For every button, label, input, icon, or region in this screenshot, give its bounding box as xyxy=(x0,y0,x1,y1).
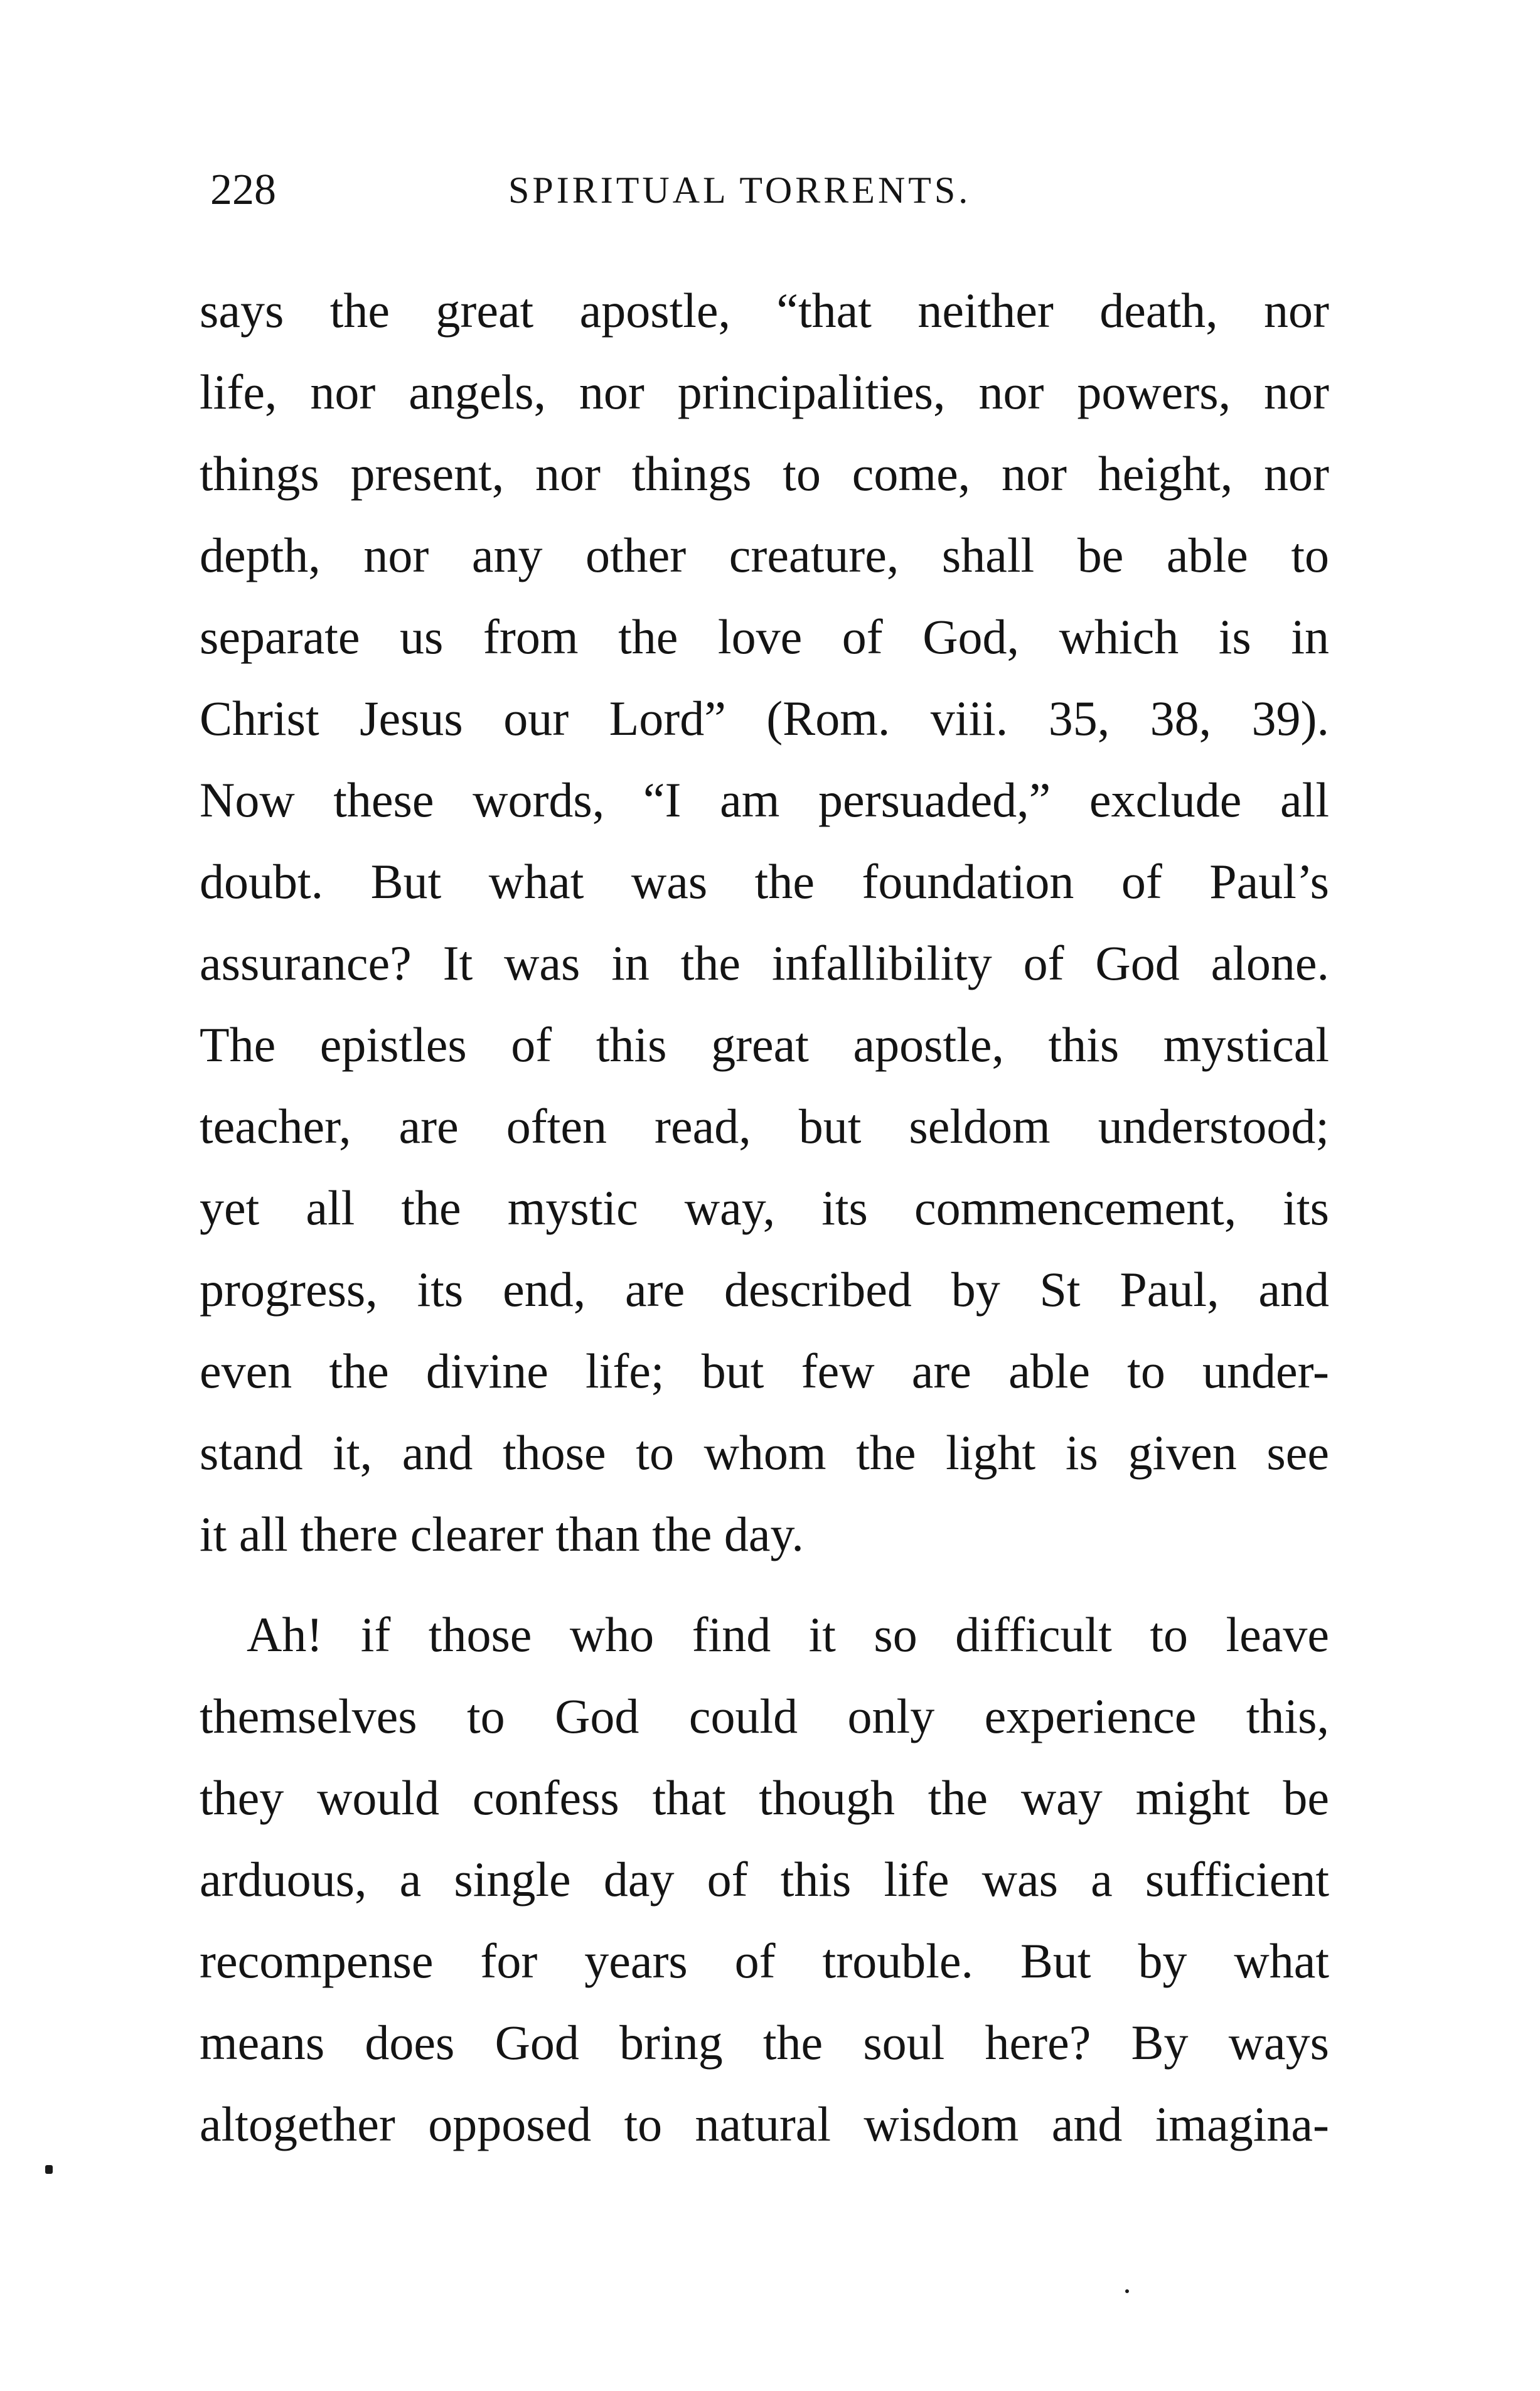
text-line: stand it, and those to whom the light is given see xyxy=(200,1425,1329,1480)
text-line: even the divine life; but few are able to under- xyxy=(200,1344,1329,1398)
text-line: yet all the mystic way, its commencement, its xyxy=(200,1180,1329,1235)
print-speck xyxy=(45,2165,53,2174)
text-line: altogether opposed to natural wisdom and imagina- xyxy=(200,2097,1329,2151)
text-line: depth, nor any other creature, shall be able to xyxy=(200,528,1329,582)
text-line: means does God bring the soul here? By ways xyxy=(200,2015,1329,2070)
running-title: SPIRITUAL TORRENTS. xyxy=(508,169,971,211)
paragraph-gap xyxy=(200,1575,1329,1594)
print-speck xyxy=(1125,2289,1129,2293)
text-line: separate us from the love of God, which is in xyxy=(200,609,1329,664)
text-line: life, nor angels, nor principalities, nor powers, nor xyxy=(200,365,1329,419)
paragraph-1 xyxy=(200,270,1329,1575)
text-line: progress, its end, are described by St Paul, and xyxy=(200,1262,1329,1317)
text-line: doubt. But what was the foundation of Paul’s xyxy=(200,854,1329,909)
paragraph-2 xyxy=(200,1594,1329,2165)
text-line: says the great apostle, “that neither death, nor xyxy=(200,283,1329,338)
text-line: they would confess that though the way might be xyxy=(200,1770,1329,1825)
text-line: The epistles of this great apostle, this mystical xyxy=(200,1017,1329,1072)
text-line: arduous, a single day of this life was a sufficient xyxy=(200,1852,1329,1907)
text-line: Now these words, “I am persuaded,” exclude all xyxy=(200,773,1329,827)
text-line: it all there clearer than the day. xyxy=(200,1507,804,1561)
text-line: Christ Jesus our Lord” (Rom. viii. 35, 38, 39). xyxy=(200,691,1329,746)
page-number: 228 xyxy=(210,166,276,214)
text-line: themselves to God could only experience this, xyxy=(200,1689,1329,1743)
body-text xyxy=(200,270,1329,2165)
text-line: Ah! if those who find it so difficult to leave xyxy=(247,1607,1329,1662)
text-line: teacher, are often read, but seldom understood; xyxy=(200,1099,1329,1153)
text-line: things present, nor things to come, nor height, nor xyxy=(200,446,1329,501)
text-line: recompense for years of trouble. But by what xyxy=(200,1934,1329,1988)
text-line: assurance? It was in the infallibility of God alone. xyxy=(200,936,1329,990)
running-head xyxy=(210,162,1076,218)
